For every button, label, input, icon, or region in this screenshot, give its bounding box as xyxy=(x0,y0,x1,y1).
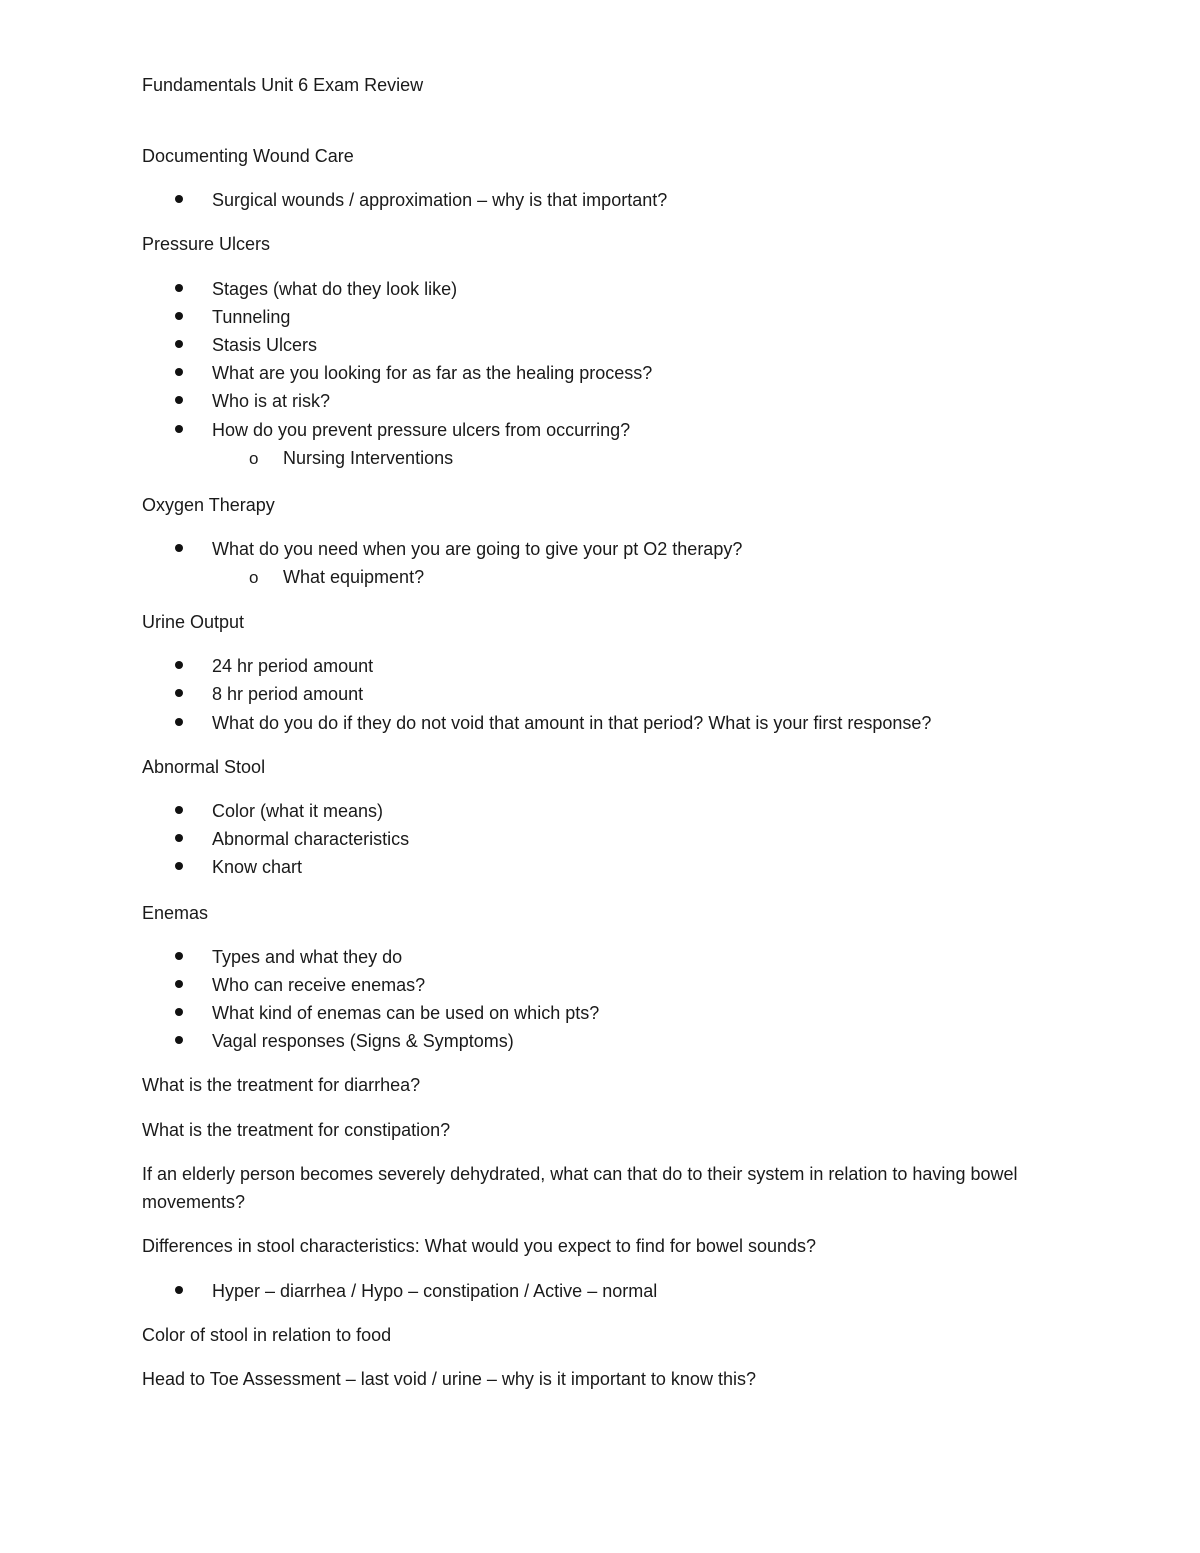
list-item: Color (what it means) xyxy=(212,801,384,821)
question-stool-color-food: Color of stool in relation to food xyxy=(142,1325,392,1345)
list-item: How do you prevent pressure ulcers from occurring? xyxy=(212,420,631,440)
bullet-dot xyxy=(175,396,183,404)
list-item: 8 hr period amount xyxy=(212,684,364,704)
bullet-dot xyxy=(175,689,183,697)
bullet-dot xyxy=(175,806,183,814)
bullet-dot xyxy=(175,718,183,726)
list-item: Who can receive enemas? xyxy=(212,975,426,995)
bullet-dot xyxy=(175,544,183,552)
document-title: Fundamentals Unit 6 Exam Review xyxy=(142,75,424,95)
bullet-dot xyxy=(175,834,183,842)
section-heading-abnormal-stool: Abnormal Stool xyxy=(142,757,266,777)
list-item: Stages (what do they look like) xyxy=(212,279,458,299)
list-item: Who is at risk? xyxy=(212,391,331,411)
list-item: Vagal responses (Signs & Symptoms) xyxy=(212,1031,514,1051)
bullet-dot xyxy=(175,425,183,433)
list-item: Types and what they do xyxy=(212,947,403,967)
section-heading-urine-output: Urine Output xyxy=(142,612,245,632)
bullet-dot xyxy=(175,1036,183,1044)
list-item: Stasis Ulcers xyxy=(212,335,318,355)
list-item: Hyper – diarrhea / Hypo – constipation / Active – normal xyxy=(212,1281,658,1301)
section-heading-oxygen-therapy: Oxygen Therapy xyxy=(142,495,275,515)
question-head-to-toe: Head to Toe Assessment – last void / urine – why is it important to know this? xyxy=(142,1369,756,1389)
section-heading-enemas: Enemas xyxy=(142,903,209,923)
list-item: What are you looking for as far as the healing process? xyxy=(212,363,653,383)
bullet-dot xyxy=(175,195,183,203)
sub-list-item: Nursing Interventions xyxy=(283,448,454,468)
bullet-dot xyxy=(175,1286,183,1294)
question-constipation: What is the treatment for constipation? xyxy=(142,1120,451,1140)
bullet-dot xyxy=(175,1008,183,1016)
bullet-dot xyxy=(175,661,183,669)
bullet-dot xyxy=(175,312,183,320)
sub-list-item: What equipment? xyxy=(283,567,425,587)
list-item: 24 hr period amount xyxy=(212,656,374,676)
section-heading-pressure-ulcers: Pressure Ulcers xyxy=(142,234,271,254)
bullet-dot xyxy=(175,368,183,376)
list-item: What kind of enemas can be used on which pts? xyxy=(212,1003,600,1023)
bullet-dot xyxy=(175,952,183,960)
list-item: Know chart xyxy=(212,857,303,877)
list-item: Tunneling xyxy=(212,307,291,327)
section-heading-wound-care: Documenting Wound Care xyxy=(142,146,354,166)
sub-bullet-marker: o xyxy=(249,449,259,468)
list-item: Surgical wounds / approximation – why is that important? xyxy=(212,190,668,210)
question-stool-differences: Differences in stool characteristics: What would you expect to find for bowel sounds? xyxy=(142,1236,817,1256)
question-diarrhea: What is the treatment for diarrhea? xyxy=(142,1075,421,1095)
bullet-dot xyxy=(175,862,183,870)
list-item: Abnormal characteristics xyxy=(212,829,410,849)
bullet-dot xyxy=(175,340,183,348)
sub-bullet-marker: o xyxy=(249,568,259,587)
list-item: What do you do if they do not void that amount in that period? What is your first response? xyxy=(212,713,932,733)
bullet-dot xyxy=(175,980,183,988)
list-item: What do you need when you are going to give your pt O2 therapy? xyxy=(212,539,743,559)
bullet-dot xyxy=(175,284,183,292)
question-elderly-dehydration: If an elderly person becomes severely dehydrated, what can that do to their system in relation to having bowel movements? xyxy=(142,1164,1018,1212)
